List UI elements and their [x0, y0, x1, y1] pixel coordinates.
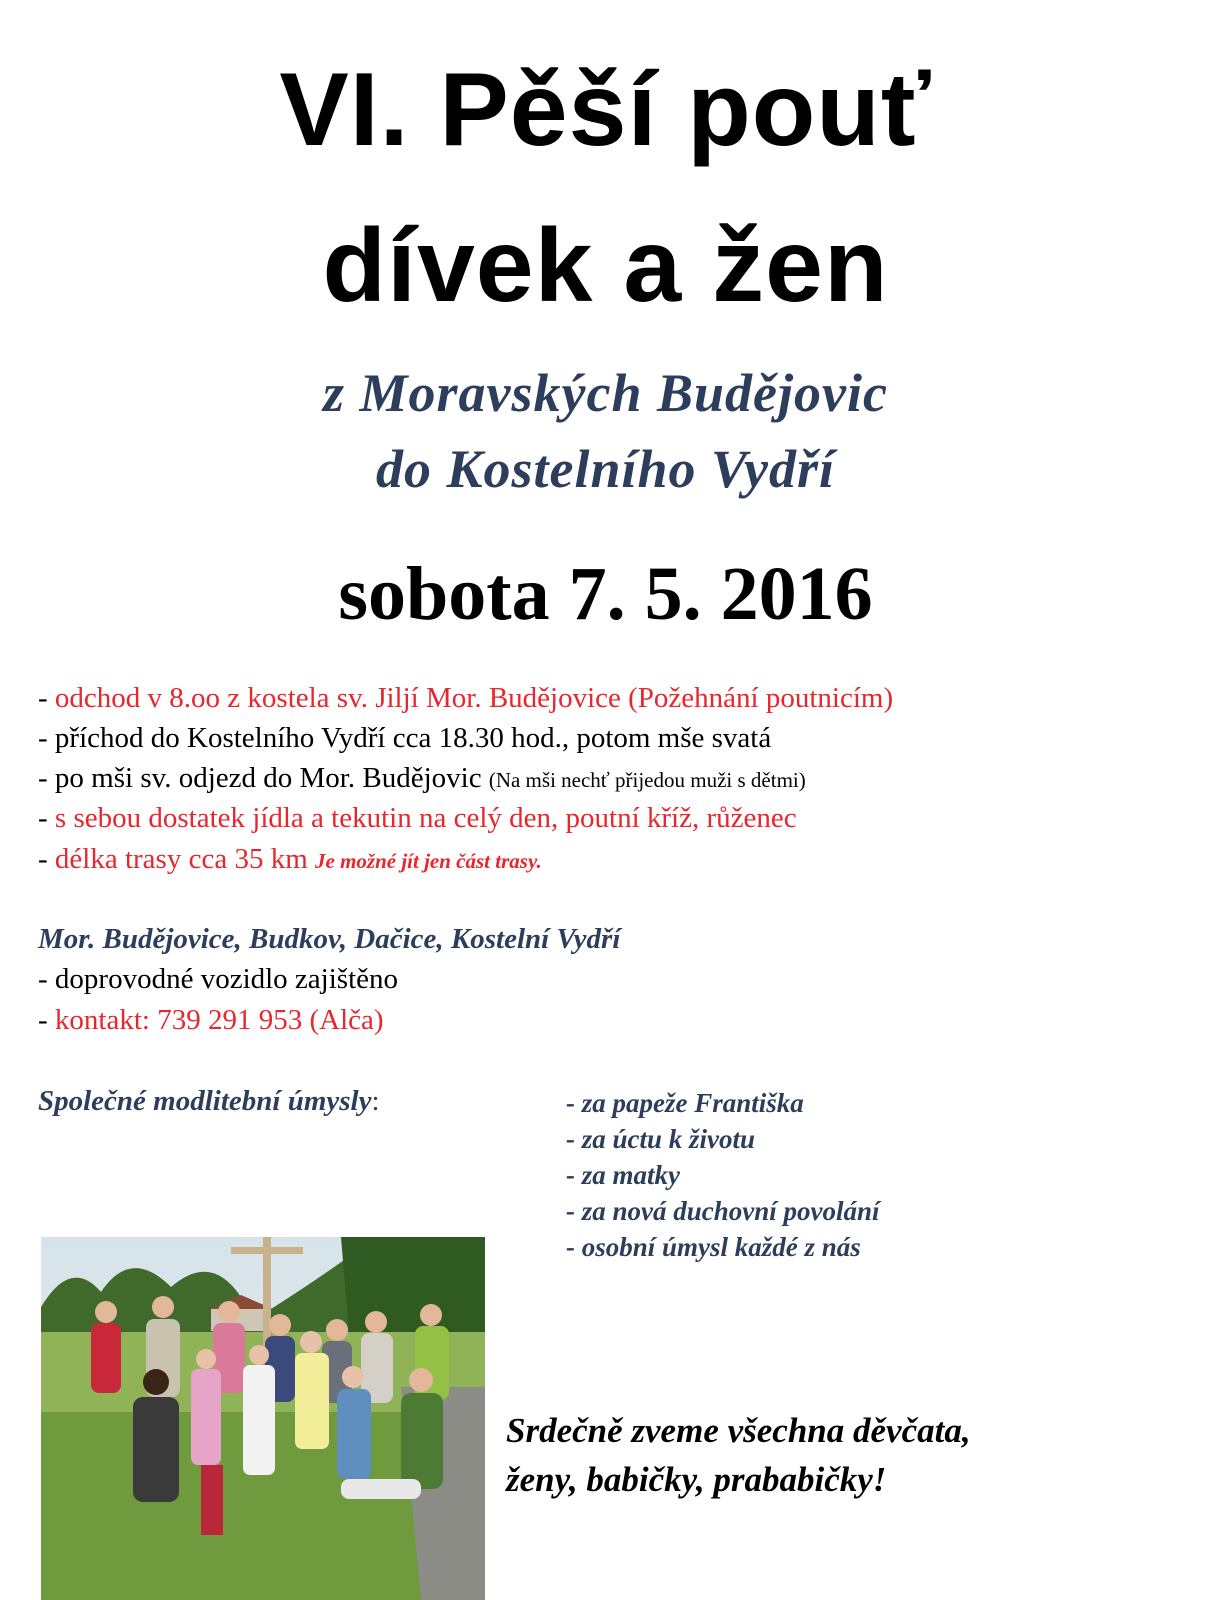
detail-supplies	[38, 804, 797, 833]
detail-supplies-text: s sebou dostatek jídla a tekutin na celý den, poutní kříž, růženec	[54, 802, 797, 834]
detail-return	[38, 764, 806, 793]
detail-distance	[38, 845, 542, 874]
poster-title-line-2: dívek a žen	[322, 208, 889, 324]
support-vehicle-text: doprovodné vozidlo zajištěno	[54, 963, 399, 995]
prayer-intentions-label	[38, 1087, 380, 1116]
bullet-dash: -	[38, 802, 55, 834]
intention-item: - za matky	[566, 1160, 680, 1190]
event-date: sobota 7. 5. 2016	[338, 552, 873, 636]
prayer-label-text: Společné modlitební úmysly	[38, 1085, 372, 1117]
route-to: do Kostelního Vydří	[375, 439, 836, 499]
bullet-dash: -	[38, 762, 55, 794]
bullet-dash: -	[38, 682, 55, 714]
route-from: z Moravských Budějovic	[323, 363, 888, 423]
bullet-dash: -	[38, 963, 55, 995]
intention-item: - za papeže Františka	[566, 1088, 804, 1118]
intention-item: - za úctu k životu	[566, 1124, 756, 1154]
bullet-dash: -	[38, 722, 55, 754]
prayer-label-colon: :	[371, 1085, 380, 1117]
detail-distance-text: délka trasy cca 35 km	[54, 843, 308, 875]
detail-arrival-text: příchod do Kostelního Vydří cca 18.30 hod., potom mše svatá	[54, 722, 772, 754]
support-vehicle	[38, 965, 398, 994]
pilgrims-photo-illustration	[41, 1237, 485, 1600]
detail-distance-note: Je možné jít jen část trasy.	[315, 849, 542, 873]
poster-title-line-1: VI. Pěší pouť	[279, 52, 932, 168]
detail-return-note: (Na mši nechť přijedou muži s dětmi)	[488, 768, 806, 792]
detail-arrival	[38, 724, 771, 753]
intention-item: - osobní úmysl každé z nás	[566, 1232, 861, 1262]
detail-return-text: po mši sv. odjezd do Mor. Budějovic	[54, 762, 482, 794]
contact-text: kontakt: 739 291 953 (Alča)	[54, 1004, 384, 1036]
intention-item: - za nová duchovní povolání	[566, 1196, 880, 1226]
detail-departure	[38, 684, 893, 713]
bullet-dash: -	[38, 1004, 55, 1036]
invitation-line-1: Srdečně zveme všechna děvčata,	[506, 1411, 971, 1450]
invitation-line-2: ženy, babičky, prababičky!	[506, 1460, 887, 1499]
bullet-dash: -	[38, 843, 55, 875]
route-stops: Mor. Budějovice, Budkov, Dačice, Kostelní Vydří	[38, 923, 621, 955]
pilgrims-group-photo	[41, 1237, 485, 1600]
detail-departure-text: odchod v 8.oo z kostela sv. Jiljí Mor. Budějovice (Požehnání poutnicím)	[54, 682, 894, 714]
contact-line	[38, 1006, 384, 1035]
